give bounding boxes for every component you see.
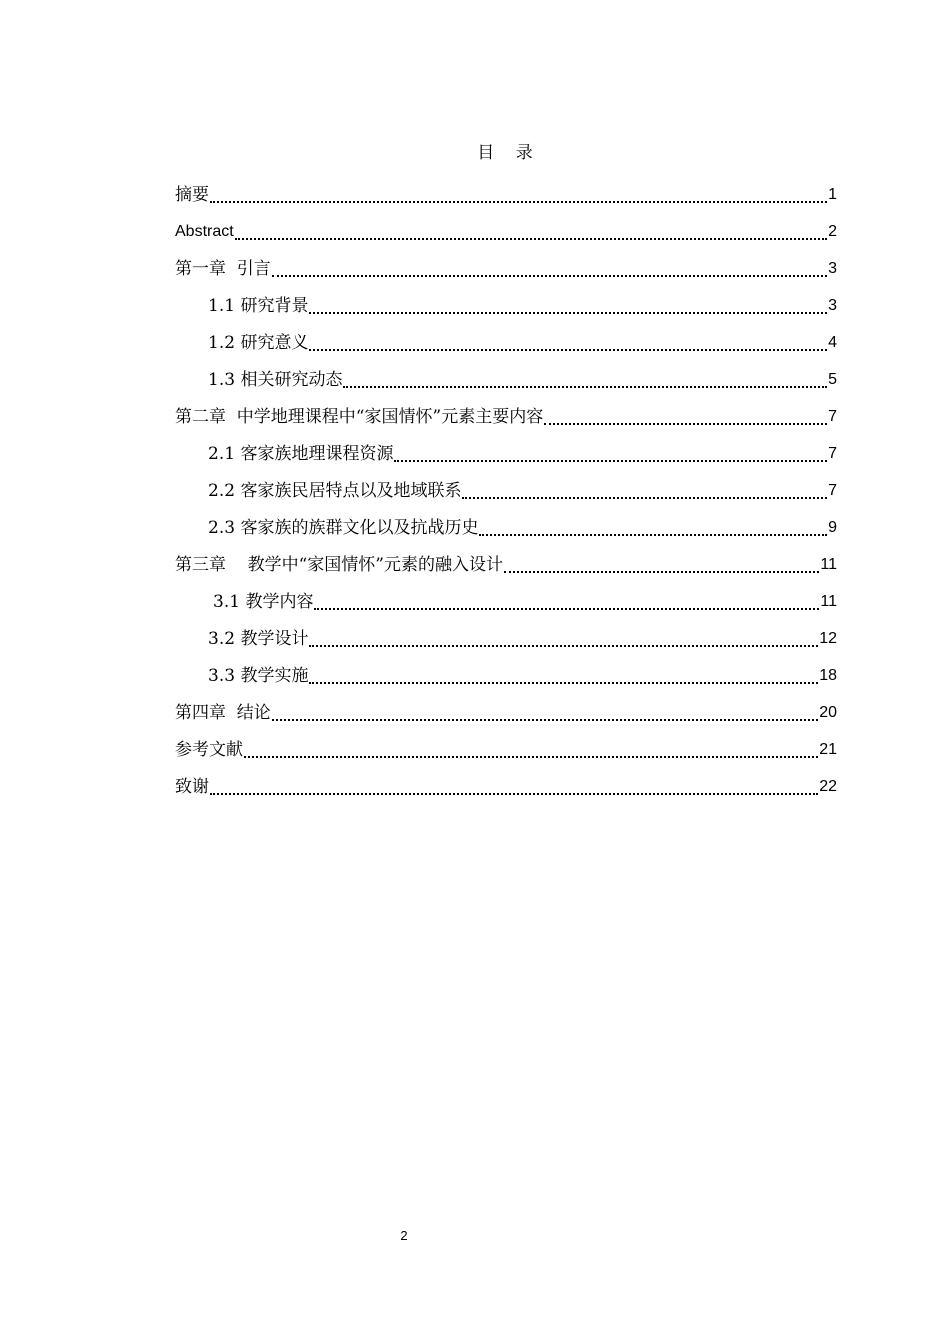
toc-entry-label: 3.1 教学内容 [213,592,314,612]
toc-entry-page: 1 [828,186,837,203]
toc-entry-page: 11 [820,556,837,573]
toc-entry-label: 2.3 客家族的族群文化以及抗战历史 [208,518,479,538]
dot-leader [504,557,819,573]
toc-entry-page: 5 [828,371,837,388]
dot-leader [210,779,818,795]
toc-entry-label: 第一章 引言 [175,259,271,279]
dot-leader [272,261,827,277]
toc-entry-page: 7 [828,445,837,462]
dot-leader [343,372,827,388]
toc-entry-section-2-1[interactable] [175,429,837,466]
toc-entry-references[interactable] [175,725,837,762]
dot-leader [309,335,827,351]
toc-entry-section-3-3[interactable] [175,651,837,688]
toc-entry-chapter-4[interactable] [175,688,837,725]
toc-entry-page: 11 [820,593,837,610]
toc-entry-section-3-1[interactable] [175,577,837,614]
toc-entry-page: 2 [828,223,837,240]
toc-entry-acknowledgements[interactable] [175,762,837,799]
dot-leader [309,631,818,647]
toc-entry-section-1-3[interactable] [175,355,837,392]
toc-entry-label: 致谢 [175,777,209,797]
toc-entry-section-1-2[interactable] [175,318,837,355]
dot-leader [309,298,827,314]
toc-entry-chapter-1[interactable] [175,244,837,281]
page-number: 2 [400,1228,408,1243]
toc-title: 目 录 [477,143,533,163]
toc-entry-label: 3.3 教学实施 [208,666,309,686]
dot-leader [462,483,827,499]
dot-leader [244,742,818,758]
toc-entry-chapter-3[interactable] [175,540,837,577]
toc-entry-label: Abstract [175,223,234,240]
toc-entry-label: 1.3 相关研究动态 [208,370,343,390]
toc-entry-page: 7 [828,482,837,499]
toc-entry-page: 3 [828,297,837,314]
toc-entry-section-2-2[interactable] [175,466,837,503]
toc-entry-section-2-3[interactable] [175,503,837,540]
table-of-contents [175,170,837,799]
toc-entry-abstract-en[interactable] [175,207,837,244]
toc-entry-page: 22 [819,778,837,795]
dot-leader [309,668,818,684]
toc-entry-page: 12 [819,630,837,647]
dot-leader [394,446,827,462]
toc-entry-label: 1.1 研究背景 [208,296,309,316]
dot-leader [210,187,827,203]
toc-entry-label: 3.2 教学设计 [208,629,309,649]
toc-entry-label: 1.2 研究意义 [208,333,309,353]
toc-entry-label: 第二章 中学地理课程中“家国情怀”元素主要内容 [175,407,544,427]
toc-entry-label: 2.1 客家族地理课程资源 [208,444,394,464]
toc-entry-page: 9 [828,519,837,536]
toc-entry-page: 3 [828,260,837,277]
dot-leader [235,224,827,240]
toc-entry-abstract-cn[interactable] [175,170,837,207]
toc-entry-label: 摘要 [175,185,209,205]
toc-entry-label: 第三章 教学中“家国情怀”元素的融入设计 [175,555,503,575]
toc-entry-page: 18 [819,667,837,684]
toc-entry-section-3-2[interactable] [175,614,837,651]
toc-entry-chapter-2[interactable] [175,392,837,429]
dot-leader [479,520,827,536]
dot-leader [272,705,818,721]
toc-entry-label: 第四章 结论 [175,703,271,723]
toc-entry-page: 21 [819,741,837,758]
dot-leader [314,594,819,610]
toc-entry-section-1-1[interactable] [175,281,837,318]
toc-entry-page: 20 [819,704,837,721]
toc-entry-page: 7 [828,408,837,425]
toc-entry-label: 参考文献 [175,740,243,760]
dot-leader [544,409,827,425]
toc-entry-page: 4 [828,334,837,351]
toc-entry-label: 2.2 客家族民居特点以及地域联系 [208,481,462,501]
